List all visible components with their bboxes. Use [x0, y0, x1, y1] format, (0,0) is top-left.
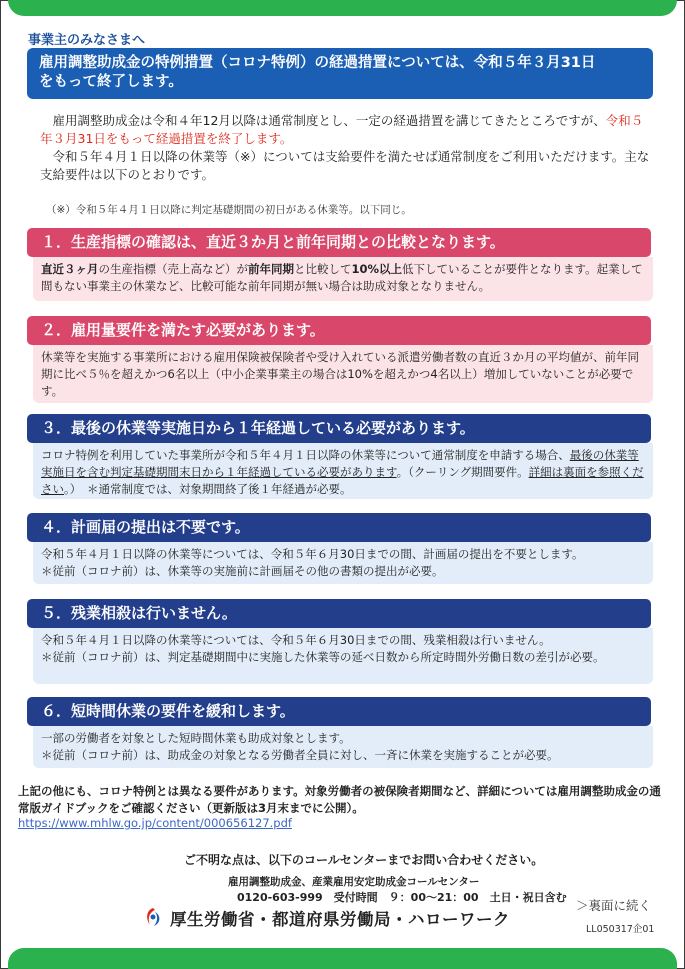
- section-1-title: １．生産指標の確認は、直近３か月と前年同期との比較となります。: [27, 228, 651, 257]
- headline-banner: [27, 48, 653, 99]
- ministry-name: 厚生労働省・都道府県労働局・ハローワーク: [170, 910, 510, 929]
- mhlw-logo-icon: [142, 906, 164, 928]
- section-6-title: ６．短時間休業の要件を緩和します。: [27, 697, 651, 726]
- document-code: LL050317企01: [586, 924, 655, 935]
- s3-underline: 最後の休業等実施日を含む判定基礎期間末日から１年経過している必要があります: [41, 448, 639, 479]
- s3-text-a: コロナ特例を利用していた事業所が令和５年４月１日以降の休業等について通常制度を申請する場合、: [41, 448, 570, 462]
- s3-text-c: 。） ＊通常制度では、対象期間終了後１年経過が必要。: [64, 482, 352, 496]
- banner-line-2: をもって終了します。: [39, 74, 183, 90]
- intro-paragraph-1: [40, 112, 655, 148]
- s1-bold-c: 前年同期: [248, 262, 294, 276]
- s1-bold-e: 10%以上: [351, 262, 403, 276]
- section-4-title: ４．計画届の提出は不要です。: [27, 513, 651, 542]
- bottom-decor-bar: [8, 948, 677, 969]
- call-center-phone: 0120-603-999 受付時間 ９：00～21：00 土日・祝日含む: [237, 891, 567, 904]
- section-2-body: 休業等を実施する事業所における雇用保険被保険者や受け入れている派遣労働者数の直近３か月の平均値が、前年同期に比べ５％を超えかつ6名以上（中小企業事業主の場合は10%を超えかつ4名以上）増加していないことが必要です。: [33, 345, 653, 403]
- s3-text-b: 。（クーリング期間要件。: [396, 465, 529, 479]
- intro-paragraph-2: 令和５年４月１日以降の休業等（※）については支給要件を満たせば通常制度をご利用いただけます。主な支給要件は以下のとおりです。: [40, 149, 650, 182]
- call-center-name: 雇用調整助成金、産業雇用安定助成金コールセンター: [228, 876, 480, 888]
- banner-line-1: 雇用調整助成金の特例措置（コロナ特例）の経過措置については、令和５年３月31日: [39, 55, 596, 71]
- s4-line-1: 令和５年４月１日以降の休業等については、令和５年６月30日までの間、計画届の提出を不要とします。: [41, 547, 584, 561]
- s1-bold-a: 直近３ヶ月: [41, 262, 99, 276]
- section-6-body: [33, 726, 653, 768]
- section-1-body: [33, 257, 653, 301]
- footnote: （※）令和５年４月１日以降に判定基礎期間の初日がある休業等。以下同じ。: [46, 204, 412, 216]
- s6-line-2: ＊従前（コロナ前）は、助成金の対象となる労働者全員に対し、一斉に休業を実施することが必要。: [41, 748, 559, 762]
- section-4-body: [33, 542, 653, 584]
- intro-p1-highlight: 令和５年３月31日をもって経過措置を終了します。: [40, 113, 644, 146]
- continue-on-back: ＞裏面に続く: [576, 898, 652, 913]
- s5-line-1: 令和５年４月１日以降の休業等については、令和５年６月30日までの間、残業相殺は行いません。: [41, 633, 551, 647]
- s1-text-b: の生産指標（売上高など）が: [98, 262, 248, 276]
- section-3-body: [33, 443, 653, 499]
- s5-line-2: ＊従前（コロナ前）は、判定基礎期間中に実施した休業等の延べ日数から所定時間外労働日数の差引が必要。: [41, 650, 605, 664]
- top-decor-bar: [8, 0, 677, 16]
- intro-text: [40, 112, 655, 184]
- footer-notice: 上記の他にも、コロナ特例とは異なる要件があります。対象労働者の被保険者期間など、詳細については雇用調整助成金の通常版ガイドブックをご確認ください（更新版は3月末までに公開）。: [18, 784, 661, 815]
- s3-underline-2: 詳細は裏面を参照ください: [41, 465, 644, 496]
- s6-line-1: 一部の労働者を対象とした短時間休業も助成対象とします。: [41, 731, 351, 745]
- section-5-title: ５．残業相殺は行いません。: [27, 599, 651, 628]
- guidebook-link[interactable]: https://www.mhlw.go.jp/content/000656127.pdf: [18, 816, 292, 830]
- s4-line-2: ＊従前（コロナ前）は、休業等の実施前に計画届その他の書類の提出が必要。: [41, 564, 444, 578]
- intro-p1-text: 雇用調整助成金は令和４年12月以降は通常制度とし、一定の経過措置を講じてきたところですが、: [52, 113, 606, 128]
- section-2-title: ２．雇用量要件を満たす必要があります。: [27, 316, 651, 345]
- s1-text-d: と比較して: [294, 262, 352, 276]
- greeting: 事業主のみなさまへ: [28, 33, 146, 48]
- s1-text-f: 低下していることが要件となります。起業して間もない事業主の休業など、比較可能な前年同期が無い場合は助成対象となりません。: [41, 262, 643, 293]
- contact-question: ご不明な点は、以下のコールセンターまでお問い合わせください。: [184, 853, 544, 867]
- section-5-body: [33, 628, 653, 684]
- section-3-title: ３．最後の休業等実施日から１年経過している必要があります。: [27, 414, 651, 443]
